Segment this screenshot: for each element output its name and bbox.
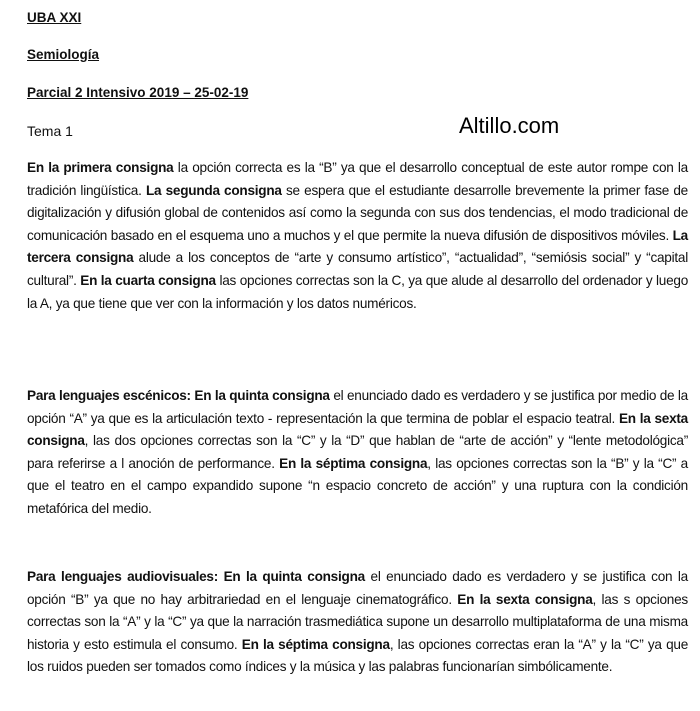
text-segment: , las dos opciones correctas son la “C” y la “D” que hablan de “arte de acción” y “lente metodológica” para referirse a l anoción de performance.	[27, 433, 688, 471]
bold-segment: En la primera consigna	[27, 160, 174, 175]
text-segment: , las s opciones correctas son la “A” y la “C” ya que la narración trasmediática supone un desarrollo multiplataforma de una misma historia y esto estimula el consumo.	[27, 591, 688, 652]
paragraph-audiovisuales	[27, 566, 688, 679]
altillo-watermark: Altillo.com	[459, 113, 560, 138]
paragraph-general	[27, 157, 688, 315]
text-segment: las opciones correctas son la C, ya que alude al desarrollo del ordenador y luego la A, ya que tiene que ver con la información y los datos numéricos.	[27, 272, 689, 311]
bold-segment: En la séptima consigna	[279, 455, 428, 471]
bold-segment: La segunda consigna	[145, 182, 282, 198]
text-segment: se espera que el estudiante desarrolle brevemente la primer fase de digitalización y difusión global de contenidos así como la segunda con sus dos tendencias, el modo tradicional de comunicación basado en el esquema uno a muchos y el que permite la nueva difusión de dispositivos móviles.	[27, 182, 688, 243]
paragraph-escenicos	[27, 385, 688, 521]
bold-segment: La tercera consigna	[27, 227, 688, 266]
bold-segment: Para lenguajes audiovisuales: En la quinta consigna	[27, 569, 365, 584]
bold-segment: En la séptima consigna	[241, 636, 390, 652]
text-segment: el enunciado dado es verdadero y se justifica por medio de la opción “A” ya que es la articulación texto - representación la que termina de poblar el espacio teatral.	[27, 388, 688, 426]
bold-segment: En la sexta consigna	[27, 410, 688, 449]
tema-label: Tema 1	[27, 123, 73, 139]
bold-segment: En la cuarta consigna	[80, 272, 216, 288]
exam-heading: Parcial 2 Intensivo 2019 – 25-02-19	[27, 85, 249, 100]
text-segment: alude a los conceptos de “arte y consumo artístico”, “actualidad”, “semiósis social” y “capital cultural”.	[27, 250, 688, 288]
bold-segment: Para lenguajes escénicos: En la quinta consigna	[27, 388, 330, 403]
text-segment: el enunciado dado es verdadero y se justifica con la opción “B” ya que no hay arbitrariedad en el lenguaje cinematográfico.	[27, 569, 688, 607]
text-segment: la opción correcta es la “B” ya que el desarrollo conceptual de este autor rompe con la tradición lingüística.	[27, 160, 688, 198]
bold-segment: En la sexta consigna	[457, 591, 593, 607]
text-segment: , las opciones correctas eran la “A” y la “C” ya que los ruidos pueden ser tomados como índices y la música y las palabras funcionarían simbólicamente.	[27, 636, 689, 675]
text-segment: , las opciones correctas son la “B” y la “C” a que el teatro en el campo expandido supone “n espacio concreto de acción” y una ruptura con la condición metafórica del medio.	[27, 455, 688, 516]
subject-heading: Semiología	[27, 47, 100, 62]
institution-heading: UBA XXI	[27, 10, 82, 25]
